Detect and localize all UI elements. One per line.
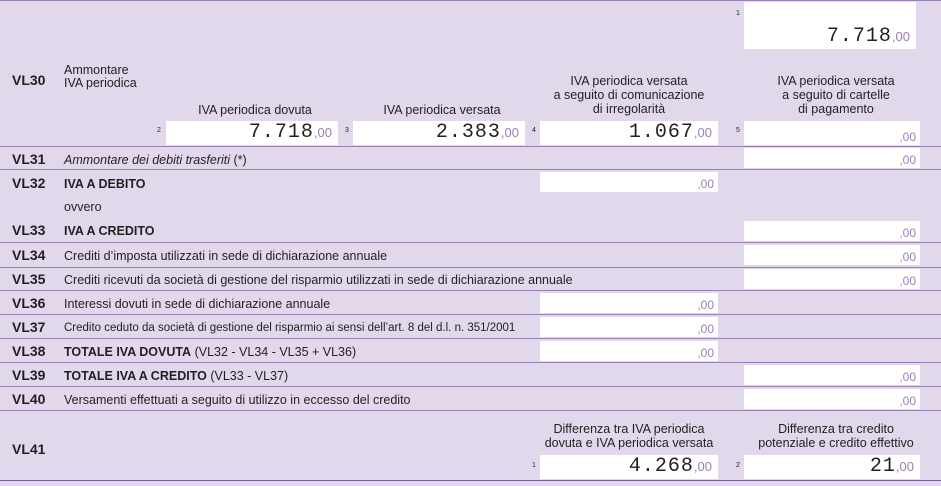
vl31-desc: Ammontare dei debiti trasferiti (*): [64, 153, 247, 167]
vl36-value: ,00: [697, 298, 714, 312]
rule-vl33: [0, 242, 941, 243]
vl30-col2-header: IVA periodica dovuta: [198, 103, 312, 117]
vl41-col2-value: 21,00: [869, 455, 914, 478]
vl30-col3-number: 3: [345, 127, 349, 134]
vl30-col3-value: 2.383,00: [435, 121, 519, 144]
vl30-label-line2: IVA periodica: [64, 76, 137, 90]
vl30-col4-header-line2: a seguito di comunicazione: [553, 88, 705, 102]
vl33-code: VL33: [12, 222, 46, 238]
vl39-input[interactable]: [744, 365, 920, 385]
vl30-field1-number: 1: [736, 10, 740, 17]
vl37-input[interactable]: [540, 317, 718, 337]
vl39-value: ,00: [899, 370, 916, 384]
vl36-desc: Interessi dovuti in sede di dichiarazione annuale: [64, 297, 331, 311]
vl38-input[interactable]: [540, 341, 718, 361]
rule-vl38: [0, 362, 941, 363]
vl41-col2-number: 2: [736, 462, 740, 469]
vl32-input[interactable]: [540, 172, 718, 192]
vl41-col1-header-line1: Differenza tra IVA periodica: [553, 422, 705, 436]
vl30-col4-input[interactable]: [540, 121, 718, 145]
vl41-col1-input[interactable]: [540, 455, 718, 479]
vl37-value: ,00: [697, 322, 714, 336]
vl32-desc: IVA A DEBITO: [64, 177, 146, 191]
vl30-col4-number: 4: [532, 127, 536, 134]
vl30-col5-value: ,00: [899, 130, 916, 144]
vl31-value: ,00: [899, 153, 916, 167]
vl35-desc: Crediti ricevuti da società di gestione del risparmio utilizzati in sede di dichiarazione annuale: [64, 273, 573, 287]
vl38-value: ,00: [697, 346, 714, 360]
vl30-col5-header-line1: IVA periodica versata: [777, 74, 895, 88]
vl30-col2-number: 2: [157, 127, 161, 134]
vl36-input[interactable]: [540, 293, 718, 313]
vl35-code: VL35: [12, 271, 46, 287]
vl41-col2-header-line1: Differenza tra credito: [778, 422, 894, 436]
vl34-desc: Crediti d’imposta utilizzati in sede di dichiarazione annuale: [64, 249, 388, 263]
rule-vl36: [0, 314, 941, 315]
rule-vl34: [0, 267, 941, 268]
rule-vl35: [0, 290, 941, 291]
vl37-desc: Credito ceduto da società di gestione del risparmio ai sensi dell’art. 8 del d.l. n. 351/2001: [64, 322, 516, 334]
ovvero-text: ovvero: [64, 200, 102, 214]
vl41-col1-header-line2: dovuta e IVA periodica versata: [544, 436, 714, 450]
vl37-code: VL37: [12, 319, 46, 335]
vl40-input[interactable]: [744, 389, 920, 409]
vl40-desc: Versamenti effettuati a seguito di utilizzo in eccesso del credito: [64, 393, 411, 407]
vl30-col3-header: IVA periodica versata: [383, 103, 501, 117]
vl32-code: VL32: [12, 175, 46, 191]
vl35-input[interactable]: [744, 269, 920, 289]
vl41-code: VL41: [12, 441, 46, 457]
vl36-code: VL36: [12, 295, 46, 311]
vl38-code: VL38: [12, 343, 46, 359]
vl35-value: ,00: [899, 274, 916, 288]
vl30-col2-input[interactable]: [166, 121, 338, 145]
vl39-desc: TOTALE IVA A CREDITO (VL33 - VL37): [64, 369, 289, 383]
rule-vl39: [0, 386, 941, 387]
top-rule: [0, 0, 941, 1]
vl38-desc: TOTALE IVA DOVUTA (VL32 - VL34 - VL35 + VL36): [64, 345, 357, 359]
vl41-col1-number: 1: [532, 462, 536, 469]
vl30-field1-input[interactable]: [744, 2, 916, 49]
vl41-col1-value: 4.268,00: [628, 455, 712, 478]
vl34-code: VL34: [12, 247, 46, 263]
vl30-col5-number: 5: [736, 127, 740, 134]
vl33-value: ,00: [899, 226, 916, 240]
vl34-value: ,00: [899, 250, 916, 264]
bottom-rule: [0, 480, 941, 481]
vl40-value: ,00: [899, 394, 916, 408]
rule-vl31: [0, 169, 941, 170]
rule-vl37: [0, 338, 941, 339]
vl33-input[interactable]: [744, 221, 920, 241]
vl30-col5-input[interactable]: [744, 121, 920, 145]
vl30-col5-header-line3: di pagamento: [798, 102, 874, 116]
vl30-code: VL30: [12, 72, 46, 88]
vl31-code: VL31: [12, 151, 46, 167]
vl34-input[interactable]: [744, 245, 920, 265]
vl39-code: VL39: [12, 367, 46, 383]
vl32-value: ,00: [697, 177, 714, 191]
vl30-field1-value: 7.718,00: [826, 25, 910, 48]
vl41-col2-header-line2: potenziale e credito effettivo: [758, 436, 914, 450]
vl30-col3-input[interactable]: [353, 121, 525, 145]
vl30-col4-header-line3: di irregolarità: [592, 102, 666, 116]
vl30-label-line1: Ammontare: [64, 63, 129, 77]
vl41-col2-input[interactable]: [744, 455, 920, 479]
vl31-input[interactable]: [744, 148, 920, 168]
rule-vl40: [0, 410, 941, 411]
rule-vl30: [0, 146, 941, 147]
vl30-col5-header-line2: a seguito di cartelle: [782, 88, 890, 102]
vl30-col4-header-line1: IVA periodica versata: [570, 74, 688, 88]
vl30-col4-value: 1.067,00: [628, 121, 712, 144]
vl30-col2-value: 7.718,00: [248, 121, 332, 144]
vl33-desc: IVA A CREDITO: [64, 224, 155, 238]
vl40-code: VL40: [12, 391, 46, 407]
